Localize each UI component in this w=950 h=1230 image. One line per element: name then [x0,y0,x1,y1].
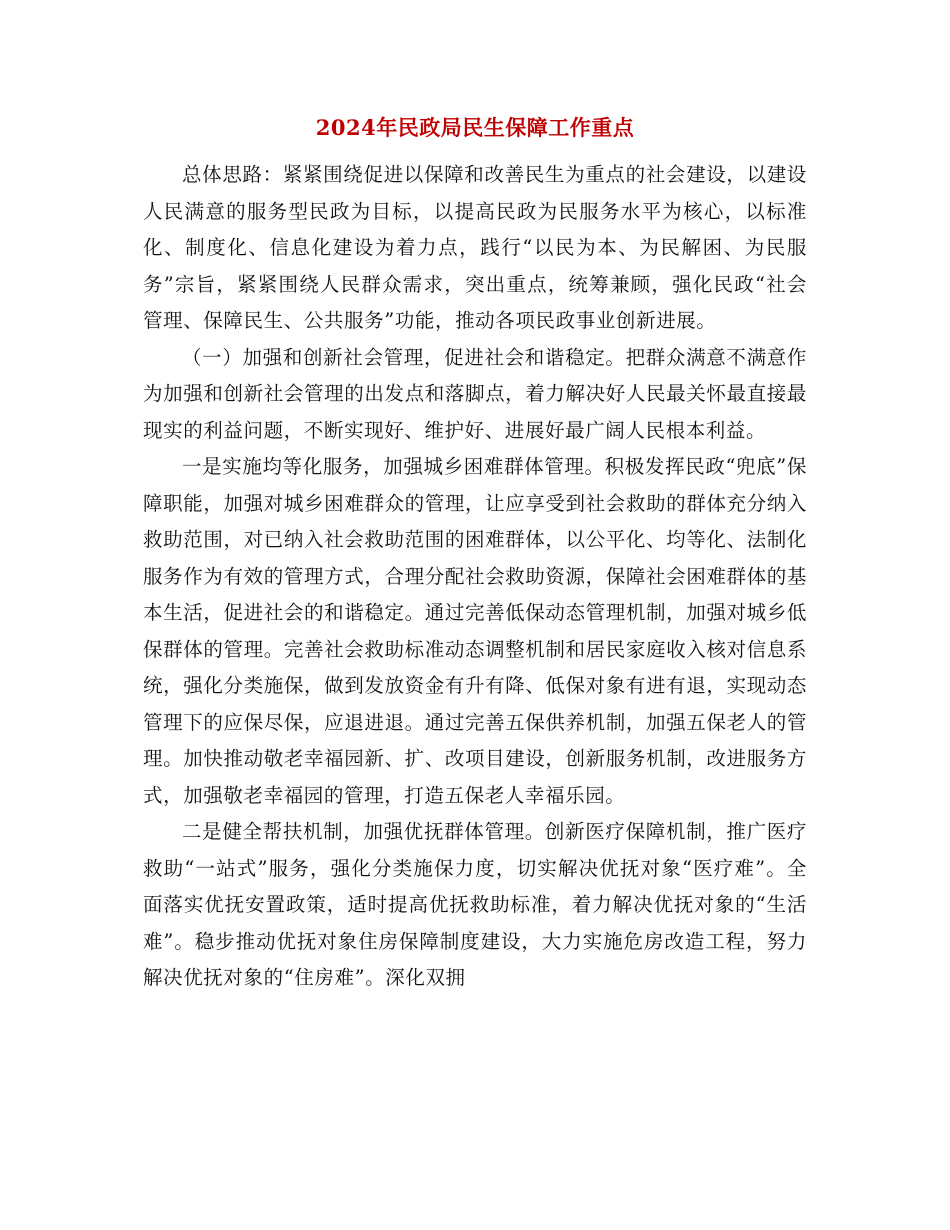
paragraph-point-one: 一是实施均等化服务，加强城乡困难群体管理。积极发挥民政“兜底”保障职能，加强对城乡困难群众的管理，让应享受到社会救助的群体充分纳入救助范围，对已纳入社会救助范围的困难群体，以公平化、均等化、法制化服务作为有效的管理方式，合理分配社会救助资源，保障社会困难群体的基本生活，促进社会的和谐稳定。通过完善低保动态管理机制，加强对城乡低保群体的管理。完善社会救助标准动态调整机制和居民家庭收入核对信息系统，强化分类施保，做到发放资金有升有降、低保对象有进有退，实现动态管理下的应保尽保，应退进退。通过完善五保供养机制，加强五保老人的管理。加快推动敬老幸福园新、扩、改项目建设，创新服务机制，改进服务方式，加强敬老幸福园的管理，打造五保老人幸福乐园。 [143,455,807,807]
paragraph-section-one: （一）加强和创新社会管理，促进社会和谐稳定。把群众满意不满意作为加强和创新社会管理的出发点和落脚点，着力解决好人民最关怀最直接最现实的利益问题，不断实现好、维护好、进展好最广阔人民根本利益。 [143,345,807,442]
paragraph-point-two: 二是健全帮扶机制，加强优抚群体管理。创新医疗保障机制，推广医疗救助“一站式”服务，强化分类施保力度，切实解决优抚对象“医疗难”。全面落实优抚安置政策，适时提高优抚救助标准，着力解决优抚对象的“生活难”。稳步推动优抚对象住房保障制度建设，大力实施危房改造工程，努力解决优抚对象的“住房难”。深化双拥 [143,820,807,989]
paragraph-general-approach: 总体思路：紧紧围绕促进以保障和改善民生为重点的社会建设，以建设人民满意的服务型民政为目标，以提高民政为民服务水平为核心，以标准化、制度化、信息化建设为着力点，践行“以民为本、为民解困、为民服务”宗旨，紧紧围绕人民群众需求，突出重点，统筹兼顾，强化民政“社会管理、保障民生、公共服务”功能，推动各项民政事业创新进展。 [143,163,807,332]
document-body [143,157,807,997]
document-title: 2024年民政局民生保障工作重点 [315,115,635,140]
